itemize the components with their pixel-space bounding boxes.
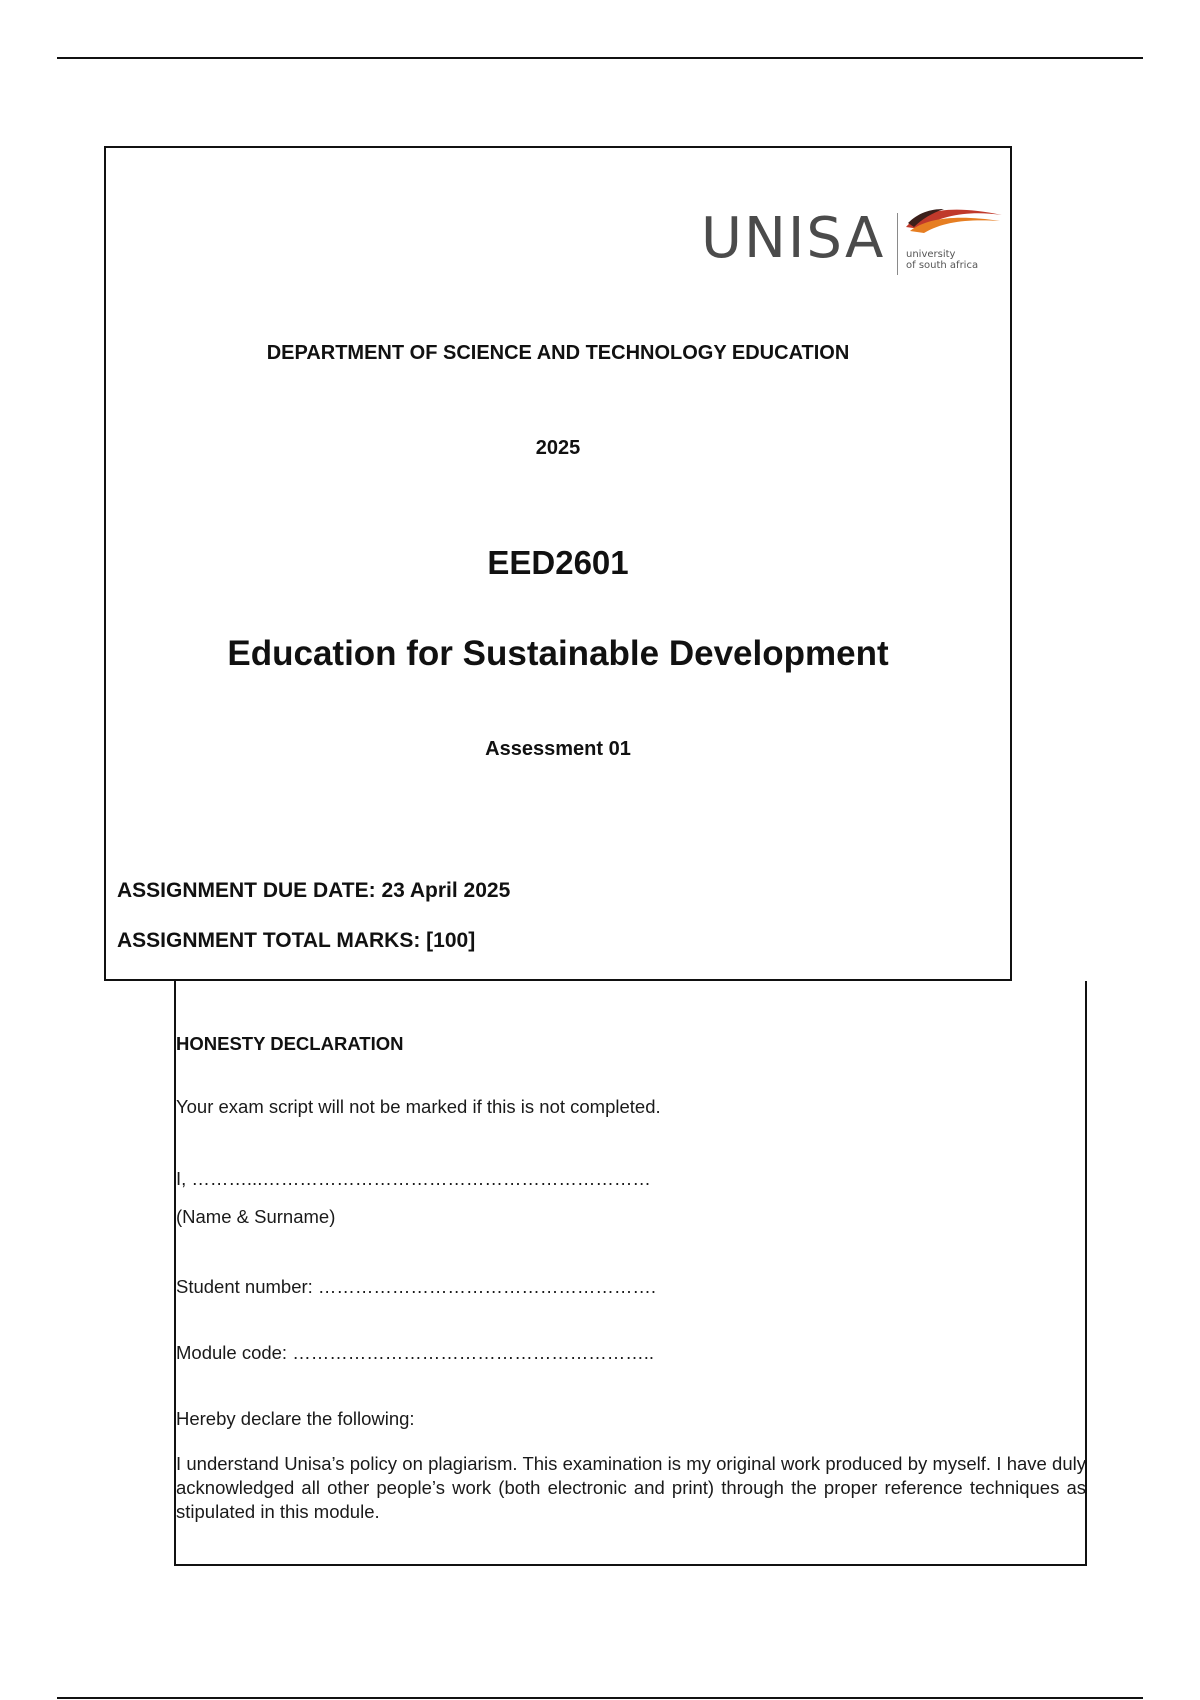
declaration-intro: Hereby declare the following: xyxy=(176,1408,415,1429)
year: 2025 xyxy=(535,437,581,459)
cover-page-box xyxy=(104,146,1012,981)
module-code-line: Module code: ………………………………………………….. xyxy=(176,1342,654,1363)
name-field-caption: (Name & Surname) xyxy=(176,1206,336,1227)
unisa-logo xyxy=(701,203,1011,283)
student-number-line: Student number: ………………………………………………. xyxy=(176,1276,657,1297)
logo-wordmark: UNISA xyxy=(701,206,886,271)
due-date: ASSIGNMENT DUE DATE: 23 April 2025 xyxy=(117,879,511,902)
declaration-warning: Your exam script will not be marked if this is not completed. xyxy=(176,1096,661,1117)
flame-logo-icon xyxy=(904,203,1004,243)
declaration-heading: HONESTY DECLARATION xyxy=(176,1033,404,1054)
footer-rule xyxy=(57,1697,1143,1699)
declaration-statement: I understand Unisa’s policy on plagiarism. This examination is my original work produced by myself. I have duly acknowledged all other people’s work (both electronic and print) through the proper reference techniques as stipulated in this module. xyxy=(176,1453,1086,1522)
honesty-declaration-box xyxy=(174,981,1087,1566)
department-heading: DEPARTMENT OF SCIENCE AND TECHNOLOGY EDUCATION xyxy=(266,342,850,364)
module-title: Education for Sustainable Development xyxy=(227,634,889,673)
logo-tagline: university of south africa xyxy=(906,249,979,271)
assessment-label: Assessment 01 xyxy=(485,738,631,760)
name-field-line: I, ………...……………………………………………………… xyxy=(176,1168,651,1189)
total-marks: ASSIGNMENT TOTAL MARKS: [100] xyxy=(117,929,476,952)
header-rule xyxy=(57,57,1143,59)
module-code: EED2601 xyxy=(487,544,629,581)
logo-divider xyxy=(897,213,898,275)
